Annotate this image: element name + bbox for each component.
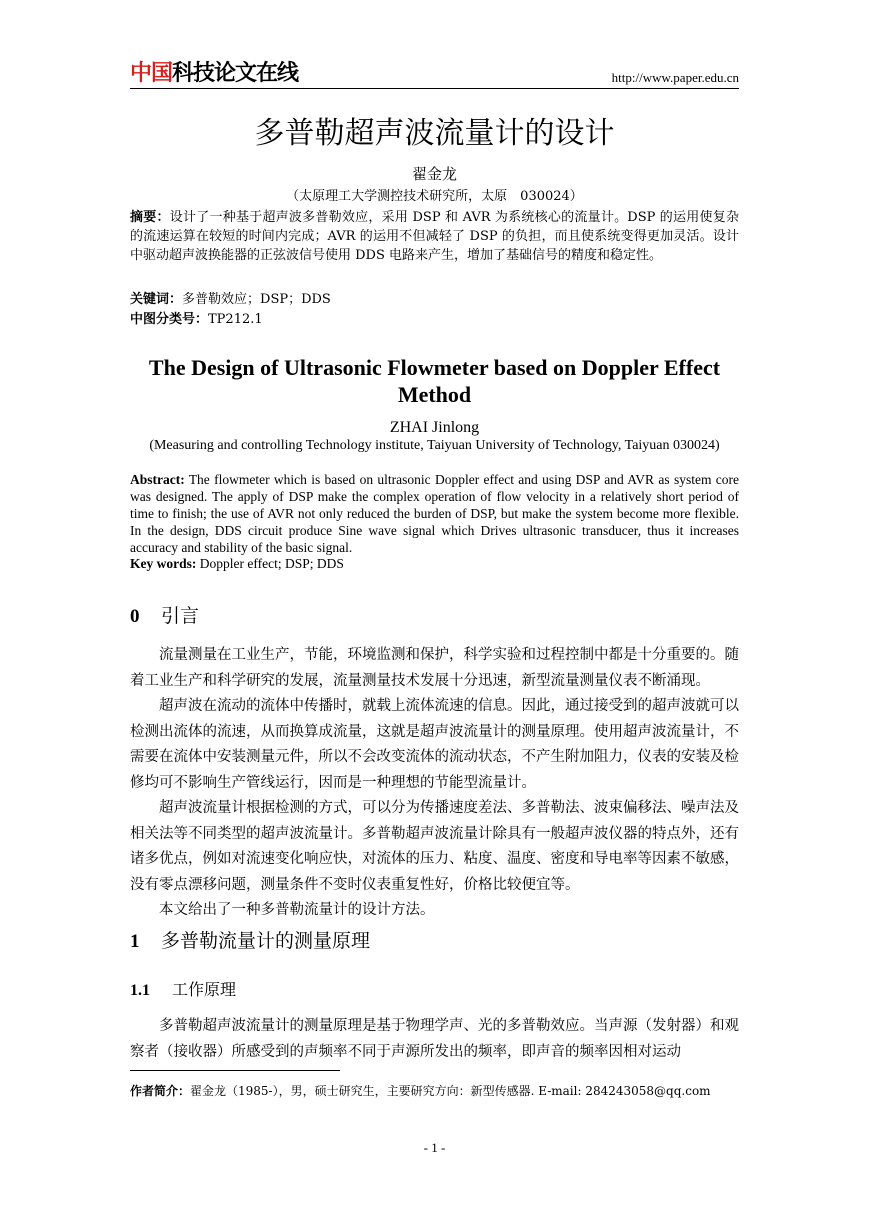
section-0-heading [130, 604, 199, 629]
author-footnote [130, 1083, 739, 1099]
section-1-number: 1 [130, 931, 140, 952]
journal-logo [130, 62, 298, 86]
en-abstract-text: The flowmeter which is based on ultrasonic Doppler effect and using DSP and AVR as system core was designed. The apply of DSP make the complex operation of flow velocity in a relatively short period of time to finish; the use of AVR not only reduced the burden of DSP, but make the system become more flexible. In the design, DDS circuit produce Sine wave signal which Drives ultrasonic transducer, thus it increases accuracy and stability of the basic signal. [130, 472, 739, 555]
en-keywords [130, 555, 739, 572]
logo-black-text: 科技论文在线 [172, 61, 299, 86]
section-1-heading [130, 929, 370, 954]
page-number: - 1 - [423, 1140, 446, 1155]
paragraph: 超声波在流动的流体中传播时，就载上流体流速的信息。因此，通过接受到的超声波就可以检测出流体的流速，从而换算成流量，这就是超声波流量计的测量原理。使用超声波流量计，不需要在流体中安装测量元件，所以不会改变流体的流动状态，不产生附加阻力，仪表的安装及检修均可不影响生产管线运行，因而是一种理想的节能型流量计。 [130, 698, 739, 791]
footnote-text: 翟金龙（1985-），男，硕士研究生，主要研究方向：新型传感器. E-mail: 284243058@qq.com [190, 1084, 711, 1098]
paragraph: 流量测量在工业生产，节能，环境监测和保护，科学实验和过程控制中都是十分重要的。随着工业生产和科学研究的发展，流量测量技术发展十分迅速，新型流量测量仪表不断涌现。 [130, 647, 739, 689]
cn-author: 翟金龙 [411, 165, 457, 183]
section-1-1-title: 工作原理 [172, 980, 237, 999]
paragraph: 本文给出了一种多普勒流量计的设计方法。 [159, 902, 435, 918]
cn-keywords [130, 290, 739, 309]
cn-affiliation: （太原理工大学测控技术研究所，太原 030024） [286, 189, 583, 204]
paragraph: 超声波流量计根据检测的方式，可以分为传播速度差法、多普勒法、波束偏移法、噪声法及相关法等不同类型的超声波流量计。多普勒超声波流量计除具有一般超声波仪器的特点外，还有诸多优点，例如对流速变化响应快，对流体的压力、粘度、温度、密度和导电率等因素不敏感，没有零点漂移问题，测量条件不变时仪表重复性好，价格比较便宜等。 [130, 800, 739, 893]
footnote-rule [130, 1070, 340, 1071]
section-1-1-heading [130, 980, 236, 1001]
footnote-label: 作者简介： [130, 1084, 191, 1098]
section-1-1-body [130, 1014, 739, 1065]
section-0-body [130, 643, 739, 924]
cn-class-label: 中图分类号： [130, 312, 209, 327]
cn-abstract-text: 设计了一种基于超声波多普勒效应，采用 DSP 和 AVR 为系统核心的流量计。DSP 的运用使复杂的流速运算在较短的时间内完成；AVR 的运用不但减轻了 DSP 的负担，而且使系统变得更加灵活。设计中驱动超声波换能器的正弦波信号使用 DDS 电路来产生，增加了基础信号的精度和稳定性。 [130, 210, 739, 263]
en-affiliation: (Measuring and controlling Technology institute, Taiyuan University of Technology, Taiyuan 030024) [149, 438, 720, 453]
en-author: ZHAI Jinlong [389, 419, 480, 436]
cn-abstract [130, 208, 739, 265]
cn-class-text: TP212.1 [208, 312, 263, 327]
cn-keywords-label: 关键词： [130, 292, 183, 307]
cn-classification [130, 310, 739, 329]
en-abstract [130, 471, 739, 556]
en-title: The Design of Ultrasonic Flowmeter based on Doppler Effect Method [148, 355, 721, 407]
cn-abstract-label: 摘要： [130, 210, 170, 225]
en-abstract-label: Abstract: [130, 472, 185, 487]
section-1-title: 多普勒流量计的测量原理 [161, 930, 371, 952]
logo-red-text: 中国 [130, 61, 173, 86]
en-keywords-label: Key words: [130, 556, 197, 571]
en-keywords-text: Doppler effect; DSP; DDS [199, 556, 344, 571]
section-0-number: 0 [130, 606, 140, 627]
paragraph: 多普勒超声波流量计的测量原理是基于物理学声、光的多普勒效应。当声源（发射器）和观察者（接收器）所感受到的声频率不同于声源所发出的频率，即声音的频率因相对运动 [130, 1018, 739, 1060]
cn-title: 多普勒超声波流量计的设计 [254, 116, 615, 151]
page-header [130, 60, 739, 89]
cn-keywords-text: 多普勒效应；DSP；DDS [182, 292, 331, 307]
section-0-title: 引言 [161, 605, 200, 627]
section-1-1-number: 1.1 [130, 982, 150, 999]
header-url[interactable]: http://www.paper.edu.cn [611, 70, 739, 85]
